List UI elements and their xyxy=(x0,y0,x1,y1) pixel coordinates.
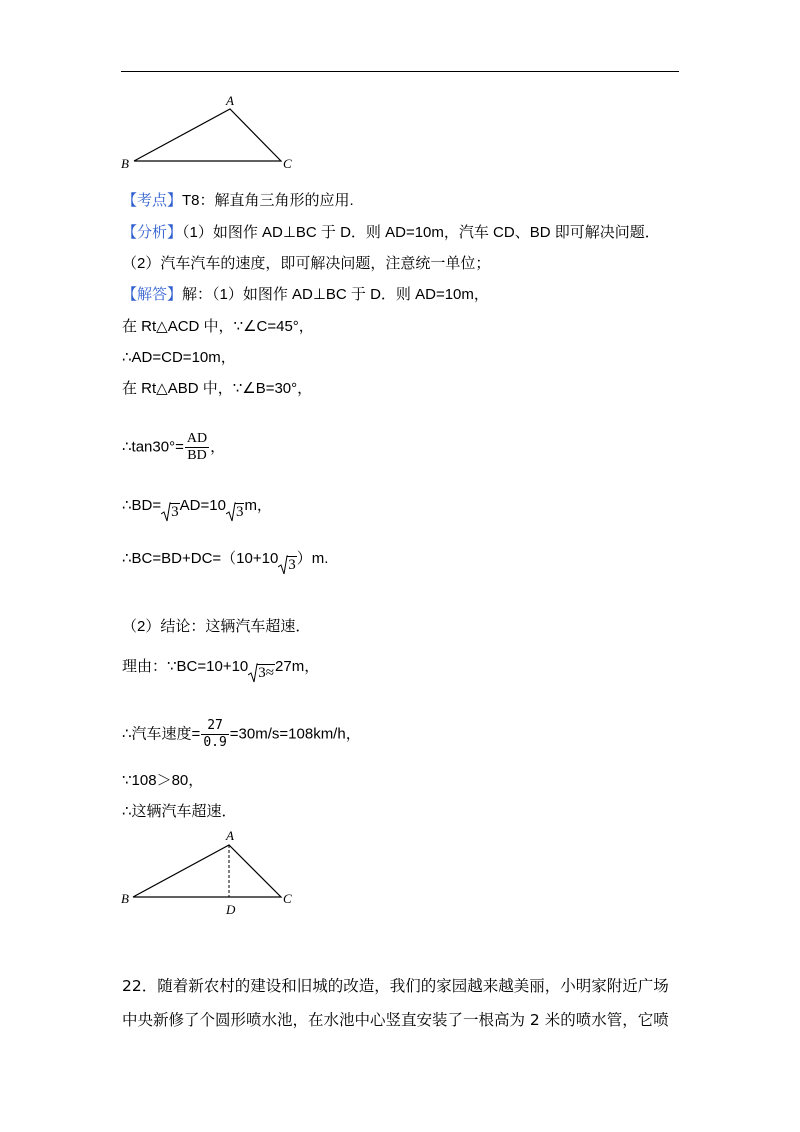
label-a: A xyxy=(226,828,234,843)
step-4-prefix: ∴tan30°= xyxy=(122,438,184,456)
reason-suffix: 27m， xyxy=(275,658,320,675)
label-b: B xyxy=(121,156,129,171)
fraction-denominator: BD xyxy=(187,448,207,463)
label-b: B xyxy=(121,891,129,906)
question-22-line-2: 中央新修了个圆形喷水池，在水池中心竖直安装了一根高为 2 米的喷水管，它喷 xyxy=(122,1011,669,1029)
fraction-numerator: AD xyxy=(186,431,208,446)
part-2-conclusion: （2）结论：这辆汽车超速． xyxy=(122,618,311,635)
speed-prefix: ∴汽车速度= xyxy=(122,725,201,743)
radicand-1: 3 xyxy=(171,504,179,520)
speed-suffix: =30m/s=108km/h， xyxy=(229,725,361,743)
question-22-line-1: 22．随着新农村的建设和旧城的改造，我们的家园越来越美丽，小明家附近广场 xyxy=(122,977,669,995)
jieda-text: 解：（1）如图作 AD⊥BC 于 D．则 AD=10m， xyxy=(182,286,489,303)
speed-fraction xyxy=(201,718,228,751)
step-3: 在 Rt△ABD 中，∵∠B=30°， xyxy=(122,380,313,397)
step-6-prefix: ∴BC=BD+DC=（10+10 xyxy=(122,550,279,567)
speed-line xyxy=(122,718,361,751)
step-5-prefix: ∴BD= xyxy=(122,497,162,514)
fenxi-tag: 【分析】 xyxy=(122,224,183,241)
radicand-2: 3 xyxy=(235,504,244,520)
label-d: D xyxy=(226,902,236,917)
step-6-suffix: ）m. xyxy=(296,550,329,567)
speed-numerator: 27 xyxy=(201,718,228,735)
fenxi-line xyxy=(122,223,660,243)
radicand-3: 3 xyxy=(288,557,296,573)
sqrt-4 xyxy=(248,663,275,683)
step-2: ∴AD=CD=10m， xyxy=(122,349,236,366)
label-c: C xyxy=(283,891,292,906)
sqrt-2 xyxy=(226,502,245,522)
fenxi-text-2: （2）汽车汽车的速度，即可解决问题，注意统一单位； xyxy=(122,255,491,272)
reason-prefix: 理由：∵BC=10+10 xyxy=(122,658,249,675)
kaodian-text: T8：解直角三角形的应用. xyxy=(182,192,354,209)
step-6 xyxy=(122,549,328,575)
fenxi-line-2 xyxy=(122,254,490,274)
step-5 xyxy=(122,496,272,522)
triangle-figure-2 xyxy=(116,826,301,918)
kaodian-line xyxy=(122,191,354,211)
label-a: A xyxy=(226,93,234,108)
kaodian-tag: 【考点】 xyxy=(122,192,183,209)
jieda-line xyxy=(122,285,489,305)
step-4 xyxy=(122,431,225,464)
sqrt-3 xyxy=(278,555,297,575)
step-5-suffix: m， xyxy=(244,497,272,514)
fenxi-text: （1）如图作 AD⊥BC 于 D．则 AD=10m，汽车 CD、BD 即可解决问题． xyxy=(182,224,660,241)
step-1: 在 Rt△ACD 中，∵∠C=45°， xyxy=(122,318,314,335)
header-rule xyxy=(121,71,679,72)
tan-fraction xyxy=(185,431,209,464)
speed-denominator: 0.9 xyxy=(203,735,227,750)
triangle-figure-1 xyxy=(116,92,301,172)
label-c: C xyxy=(283,156,292,171)
sqrt-1 xyxy=(161,502,180,522)
radicand-4: 3≈ xyxy=(258,665,275,681)
jieda-tag: 【解答】 xyxy=(122,286,183,303)
step-5-mid: AD=10 xyxy=(179,497,226,514)
step-4-suffix: ， xyxy=(210,438,226,456)
reason-line xyxy=(122,657,319,683)
final-conclusion: ∴这辆汽车超速． xyxy=(122,803,237,820)
compare-line: ∵108＞80， xyxy=(122,772,204,789)
